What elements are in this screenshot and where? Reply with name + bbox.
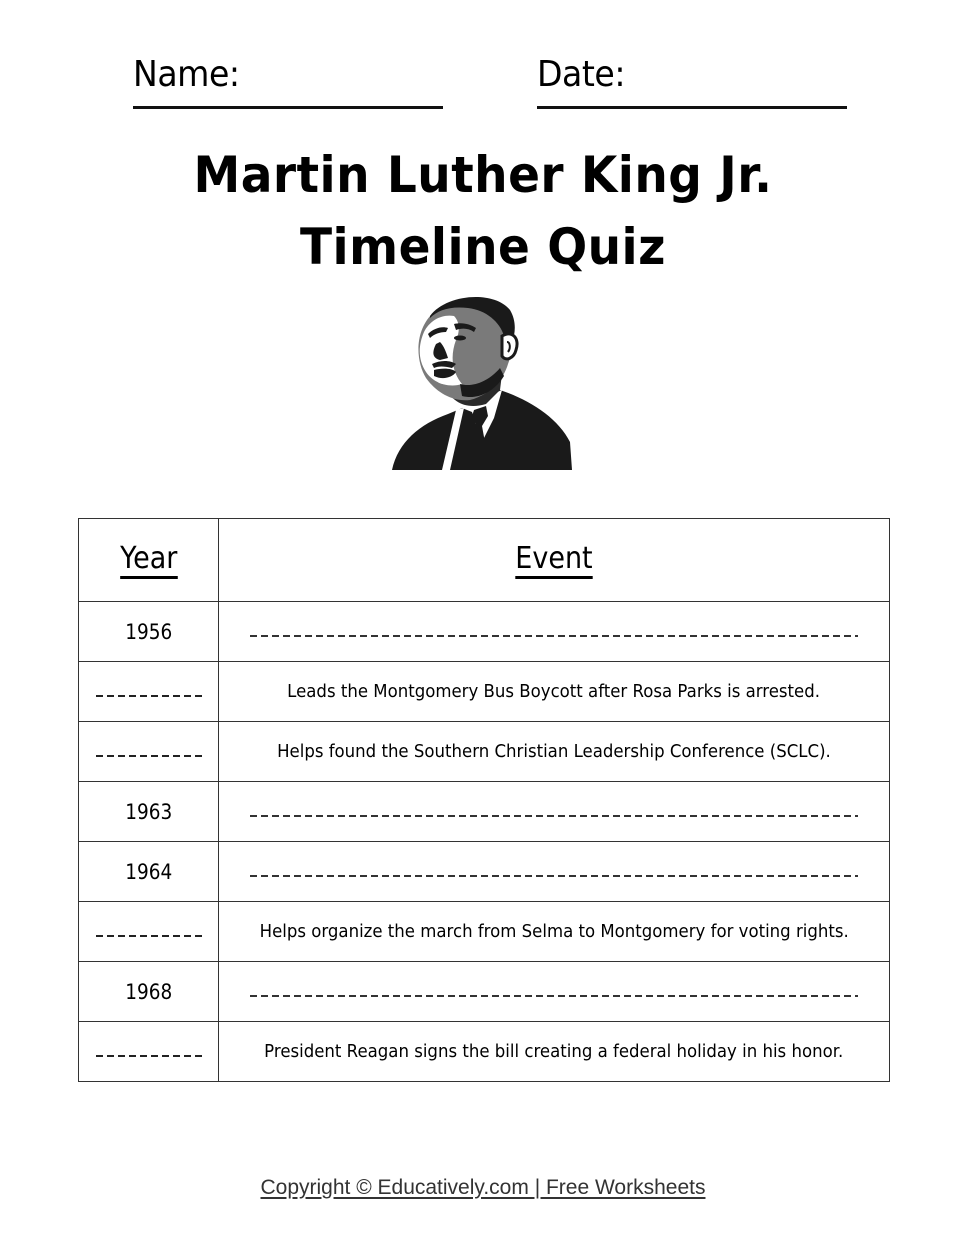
event-cell[interactable] [219,602,890,662]
table-row [79,722,890,782]
year-cell[interactable] [79,722,219,782]
year-cell [79,782,219,842]
year-answer-blank[interactable] [96,755,202,757]
date-field[interactable] [537,52,847,98]
year-cell[interactable] [79,1022,219,1082]
timeline-table [78,518,890,1082]
year-value: 1963 [124,799,173,824]
table-row [79,902,890,962]
event-cell [219,722,890,782]
year-cell[interactable] [79,902,219,962]
event-cell[interactable] [219,962,890,1022]
footer [0,1176,966,1200]
page-title-line-2: Timeline Quiz [300,218,666,276]
year-column-header: Year [79,519,219,602]
event-answer-blank[interactable] [250,815,858,817]
event-column-header: Event [219,519,890,602]
date-write-line[interactable] [537,106,847,109]
year-value: 1956 [124,619,173,644]
year-answer-blank[interactable] [96,935,202,937]
event-cell [219,1022,890,1082]
page-title-line-1: Martin Luther King Jr. [193,146,773,204]
event-text: President Reagan signs the bill creating a federal holiday in his honor. [264,1041,844,1062]
event-text: Helps found the Southern Christian Leadership Conference (SCLC). [277,741,831,762]
event-answer-blank[interactable] [250,875,858,877]
name-field[interactable] [133,52,443,98]
table-row [79,602,890,662]
year-answer-blank[interactable] [96,1055,202,1057]
event-cell[interactable] [219,782,890,842]
event-answer-blank[interactable] [250,635,858,637]
name-label: Name: [133,54,240,95]
year-value: 1964 [124,859,173,884]
copyright-link[interactable]: Copyright © Educatively.com | Free Worksheets [260,1176,706,1199]
year-answer-blank[interactable] [96,695,202,697]
event-text: Leads the Montgomery Bus Boycott after Rosa Parks is arrested. [287,681,821,702]
mlk-portrait-icon [390,292,574,470]
table-header-row [79,519,890,602]
event-cell [219,902,890,962]
year-cell [79,602,219,662]
event-answer-blank[interactable] [250,995,858,997]
year-cell [79,962,219,1022]
event-cell[interactable] [219,842,890,902]
event-cell [219,662,890,722]
table-row [79,662,890,722]
table-row [79,962,890,1022]
table-row [79,782,890,842]
year-value: 1968 [124,979,173,1004]
event-text: Helps organize the march from Selma to Montgomery for voting rights. [259,921,849,942]
table-row [79,1022,890,1082]
year-cell[interactable] [79,662,219,722]
table-row [79,842,890,902]
year-cell [79,842,219,902]
name-write-line[interactable] [133,106,443,109]
date-label: Date: [537,54,626,95]
